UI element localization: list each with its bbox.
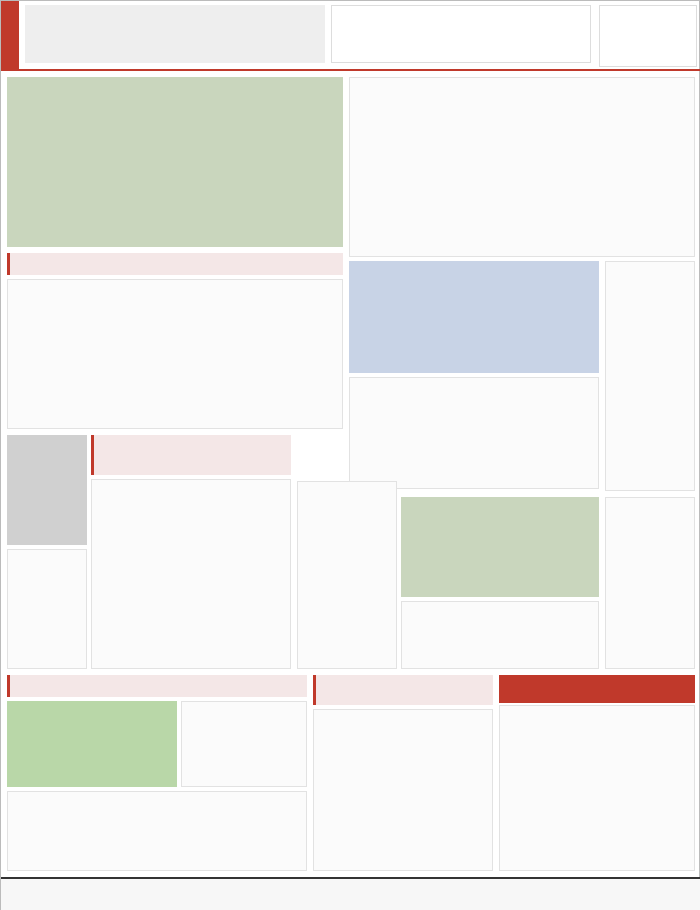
story-top-right[interactable] [349,77,695,257]
story-photo-flags [349,261,599,373]
story-photo-wall [7,701,177,787]
recruitment-ad-header [499,675,695,703]
lead-headline[interactable] [7,253,343,275]
story-middle-body [349,377,599,489]
story-headline-left[interactable] [91,435,291,475]
story-center-left-body [91,479,291,669]
story-photo-rally [401,497,599,597]
story-left-body [7,549,87,669]
story-wall-body [7,791,307,871]
lead-photo [7,77,343,247]
masthead [1,1,700,71]
newspaper-logo [25,5,325,63]
story-rally-body [401,601,599,669]
story-center-bottom-body [313,709,493,871]
story-headline-wall[interactable] [7,675,307,697]
portrait-photo [7,435,87,545]
page-marker-strip [1,1,19,71]
recruitment-ad-body[interactable] [499,705,695,871]
lead-story-body [7,279,343,429]
imprint-footer [1,877,700,910]
masthead-ad [599,5,697,67]
story-right-column-2[interactable] [605,497,695,669]
issue-info [331,5,591,63]
story-right-column[interactable] [605,261,695,491]
story-wall-side [181,701,307,787]
story-headline-center[interactable] [313,675,493,705]
story-market-body[interactable] [297,481,397,669]
